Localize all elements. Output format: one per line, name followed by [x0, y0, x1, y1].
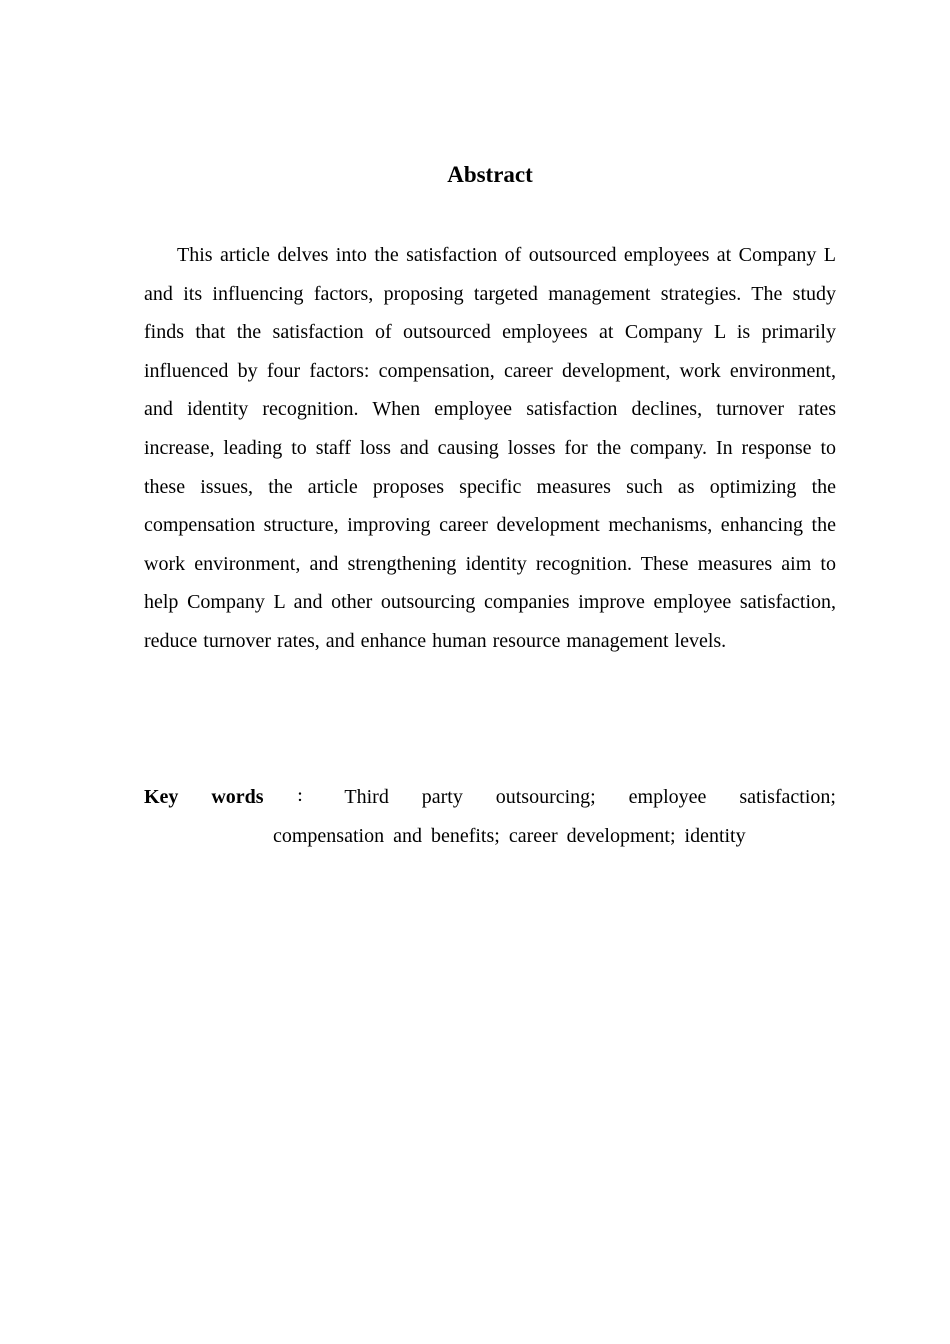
keywords-line-1	[144, 778, 836, 817]
keyword-word: party	[421, 786, 463, 808]
abstract-title: Abstract	[447, 162, 533, 187]
keyword-word: Third	[344, 786, 389, 808]
keyword-word: employee	[628, 786, 707, 808]
keywords-colon: ：	[296, 789, 312, 805]
keywords-block	[144, 778, 836, 855]
keywords-label-key: Key	[144, 786, 179, 808]
abstract-paragraph: This article delves into the satisfaction of outsourced employees at Company L and its influencing factors, proposing targeted management strategies. The study finds that the satisfaction of outsourced employees at Company L is primarily influenced by four factors: compensation, career development, work environment, and identity recognition. When employee satisfaction declines, turnover rates increase, leading to staff loss and causing losses for the company. In response to these issues, the article proposes specific measures such as optimizing the compensation structure, improving career development mechanisms, enhancing the work environment, and strengthening identity recognition. These measures aim to help Company L and other outsourcing companies improve employee satisfaction, reduce turnover rates, and enhance human resource management levels.	[144, 244, 836, 652]
keywords-label-words: words	[211, 786, 264, 808]
keywords-line-2: compensation and benefits; career development; identity	[273, 824, 746, 847]
keyword-word: outsourcing;	[495, 786, 596, 808]
keyword-word: satisfaction;	[739, 786, 836, 808]
